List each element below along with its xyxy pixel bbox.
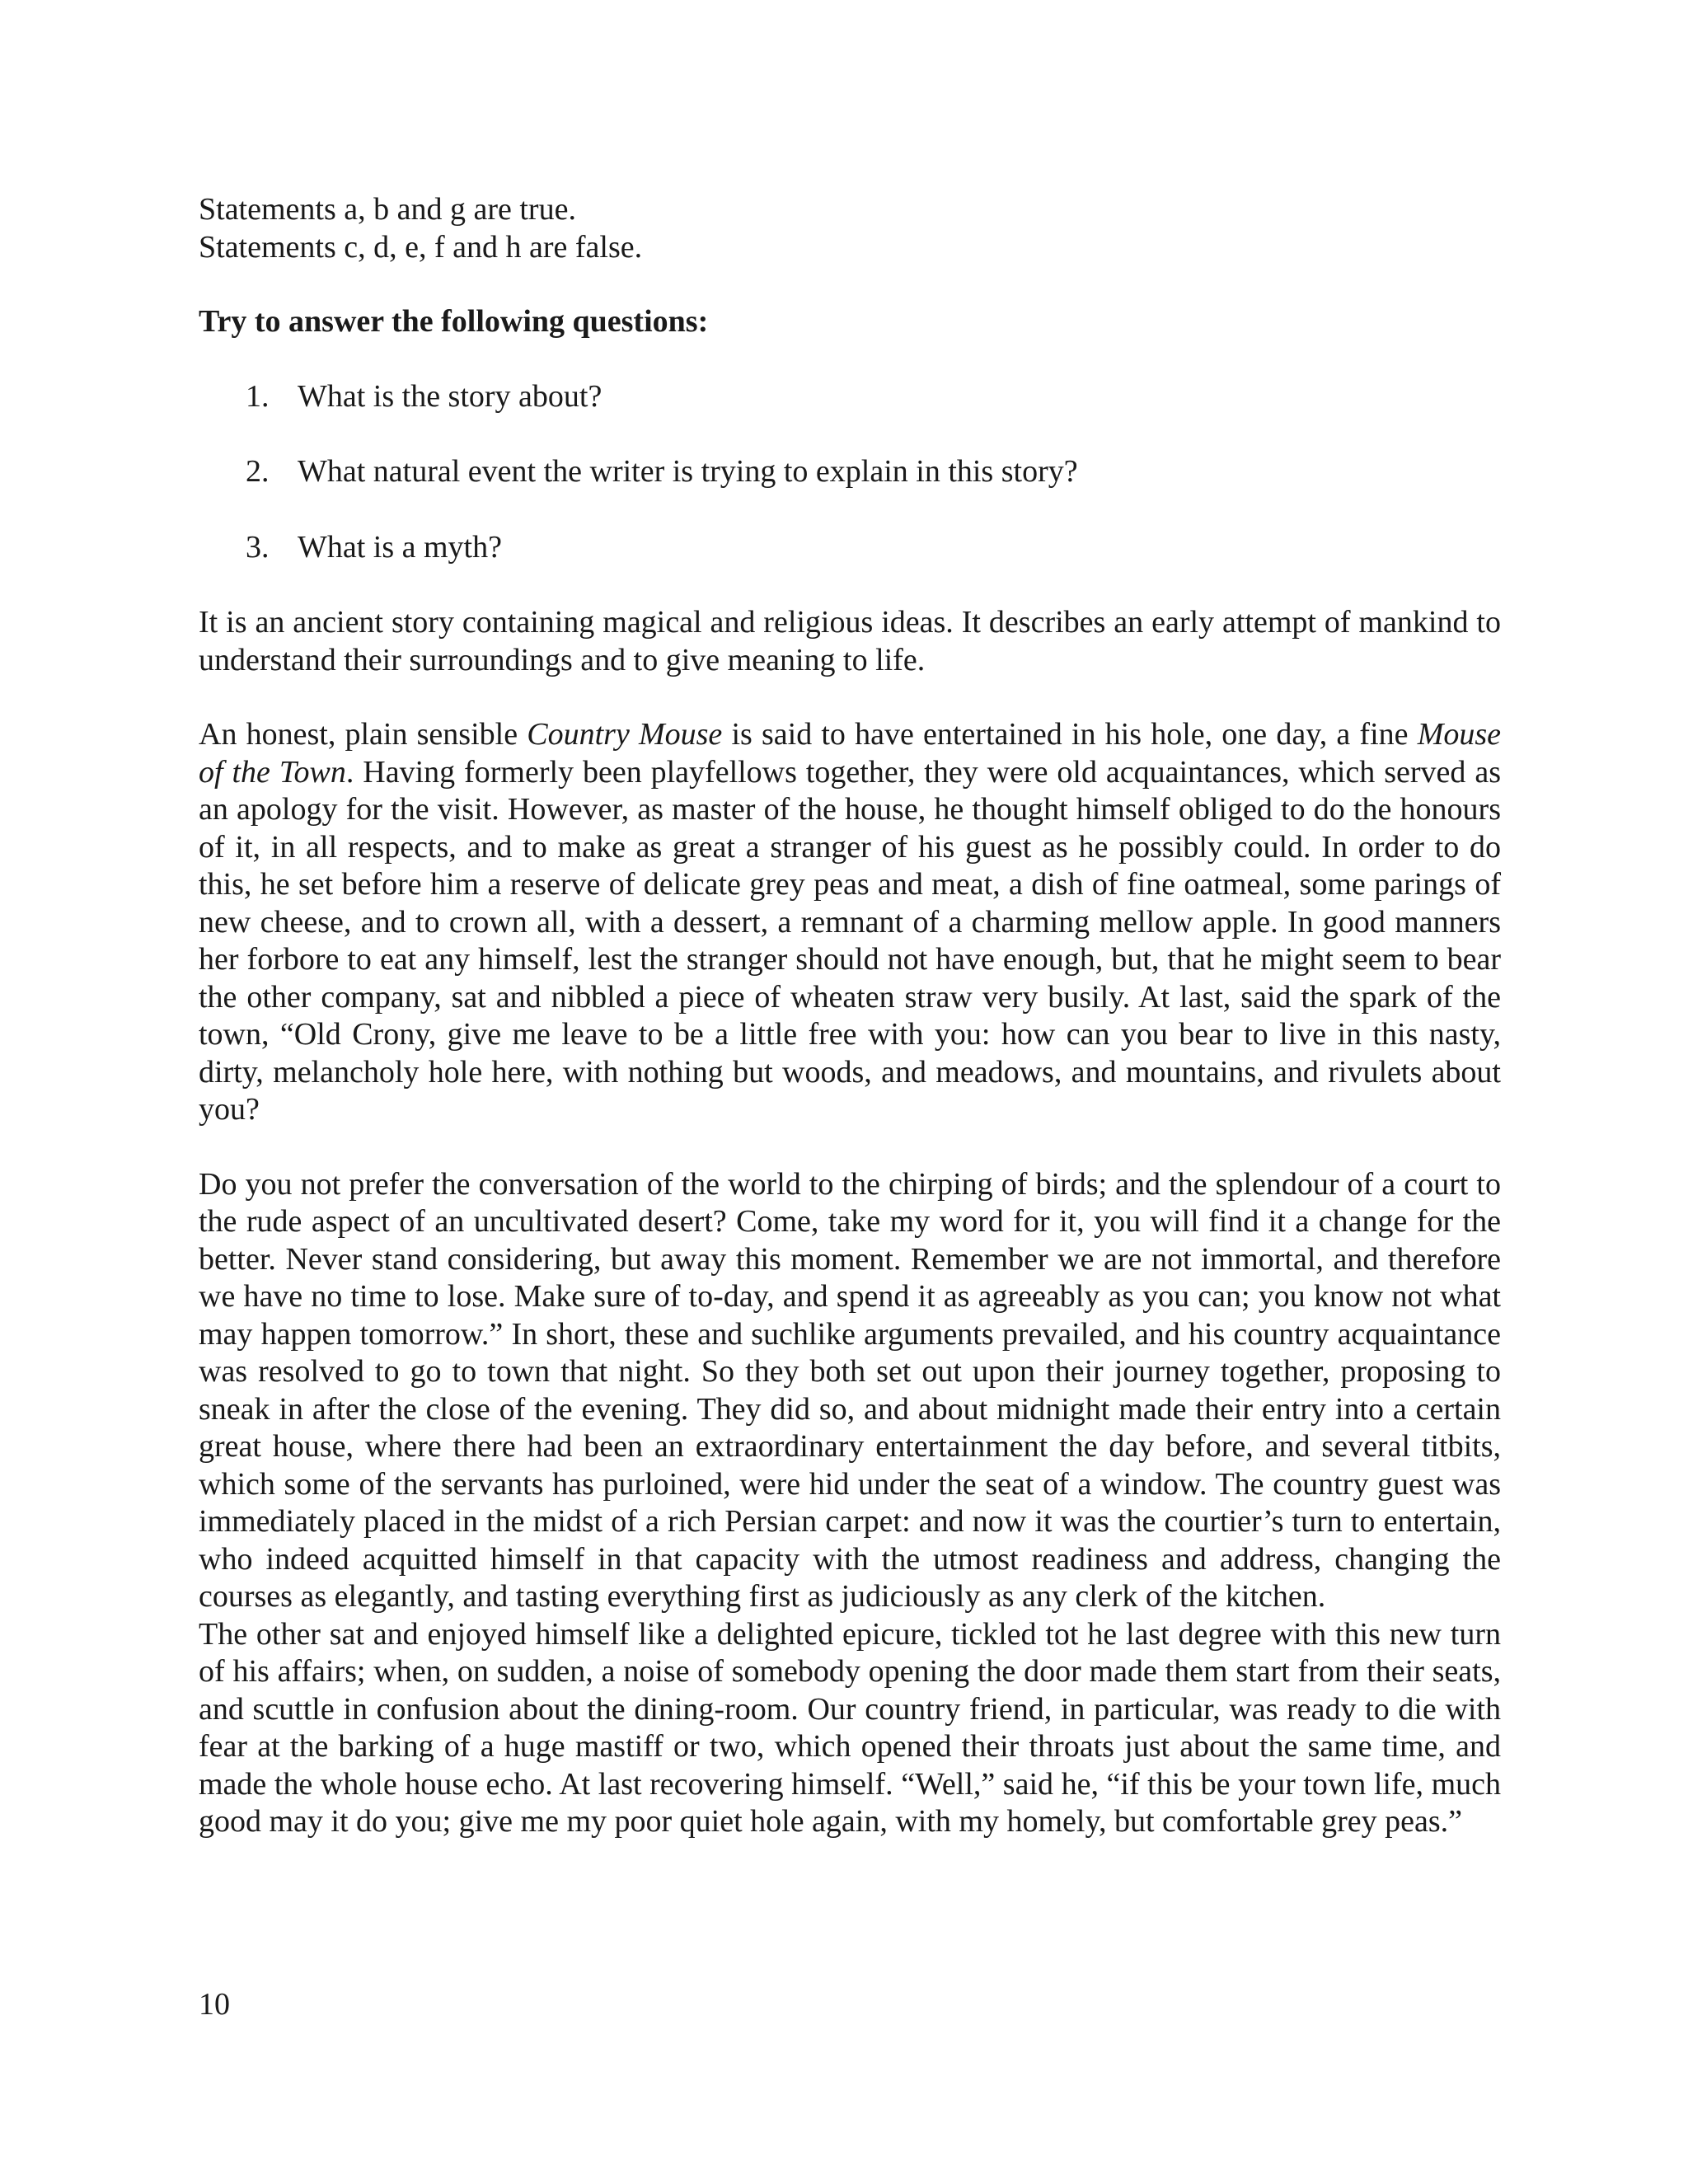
myth-answer-paragraph: It is an ancient story containing magical and religious ideas. It describes an early attempt of mankind to understand their surroundings and to give meaning to life. [199,605,1501,677]
questions-list [199,378,1501,567]
page-content [199,191,1501,1841]
page-number: 10 [199,1987,230,2022]
question-item [199,529,1501,567]
answers-line-2: Statements c, d, e, f and h are false. [199,229,643,265]
question-text: What natural event the writer is trying to explain in this story? [298,454,1078,489]
story-text: . Having formerly been playfellows together, they were old acquaintances, which served as an apology for the visit. However, as master of the house, he thought himself obliged to do the honours of it, in all respects, and to make as great a stranger of his guest as he possibly could. In order to do this, he set before him a reserve of delicate grey peas and meat, a dish of fine oatmeal, some parings of new cheese, and to crown all, with a dessert, a remnant of a charming mellow apple. In good manners her forbore to eat any himself, lest the stranger should not have enough, but, that he might seem to bear the other company, sat and nibbled a piece of wheaten straw very busily. At last, said the spark of the town, “Old Crony, give me leave to be a little free with you: how can you bear to live in this nasty, dirty, melancholy hole here, with nothing but woods, and meadows, and mountains, and rivulets about you? [199,754,1501,1127]
story-paragraph-2: Do you not prefer the conversation of the world to the chirping of birds; and the splendour of a court to the rude aspect of an uncultivated desert? Come, take my word for it, you will find it a change for the better. Never stand considering, but away this moment. Remember we are not immortal, and therefore we have no time to lose. Make sure of to-day, and spend it as agreeably as you can; you know not what may happen tomorrow.” In short, these and suchlike arguments prevailed, and his country acquaintance was resolved to go to town that night. So they both set out upon their journey together, proposing to sneak in after the close of the evening. They did so, and about midnight made their entry into a certain great house, where there had been an extraordinary entertainment the day before, and several titbits, which some of the servants has purloined, were hid under the seat of a window. The country guest was immediately placed in the midst of a rich Persian carpet: and now it was the courtier’s turn to entertain, who indeed acquitted himself in that capacity with the utmost readiness and address, changing the courses as elegantly, and tasting everything first as judiciously as any clerk of the kitchen. [199,1166,1501,1614]
question-number: 2. [246,454,270,489]
question-text: What is a myth? [298,529,502,565]
country-mouse-title: Country Mouse [527,717,723,752]
town-mouse-title: Mouse of the Town [199,717,1501,790]
question-text: What is the story about? [298,378,603,414]
question-number: 1. [246,378,270,414]
answers-line-1: Statements a, b and g are true. [199,192,576,227]
story-text: is said to have entertained in his hole, one day, a fine [722,717,1418,752]
story-paragraph-3: The other sat and enjoyed himself like a delighted epicure, tickled tot he last degree with this new turn of his affairs; when, on sudden, a noise of somebody opening the door made them start from their seats, and scuttle in confusion about the dining-room. Our country friend, in particular, was ready to die with fear at the barking of a huge mastiff or two, which opened their throats just about the same time, and made the whole house echo. At last recovering himself. “Well,” said he, “if this be your town life, much good may it do you; give me my poor quiet hole again, with my homely, but comfortable grey peas.” [199,1616,1501,1839]
story-text: An honest, plain sensible [199,717,528,752]
story-paragraph-1 [199,716,1501,1129]
question-item [199,453,1501,491]
questions-heading: Try to answer the following questions: [199,304,709,339]
question-number: 3. [246,529,270,565]
question-item [199,378,1501,416]
